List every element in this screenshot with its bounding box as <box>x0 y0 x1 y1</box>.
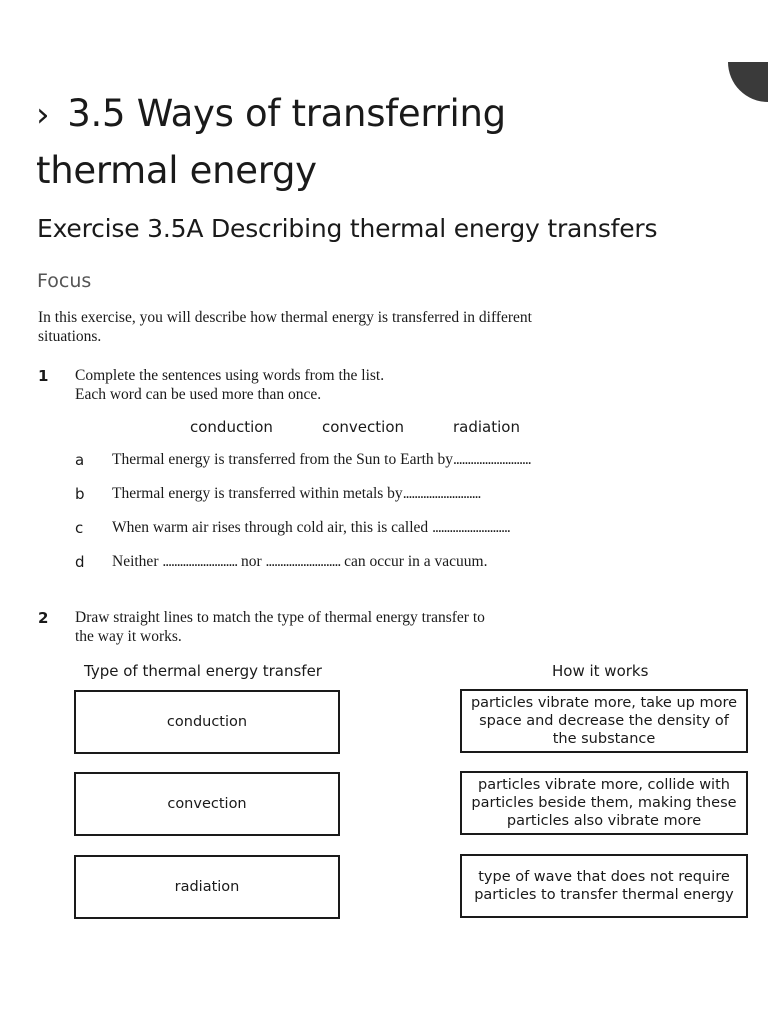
item-c-period: . <box>506 519 511 536</box>
title-line-2: thermal energy <box>36 149 317 192</box>
question-1-text <box>75 366 575 404</box>
chevron-right-icon: › <box>36 95 50 135</box>
how-box-1[interactable]: particles vibrate more, take up more space and decrease the density of the substance <box>460 689 748 753</box>
page-corner-tab <box>728 62 768 102</box>
focus-label: Focus <box>37 270 92 292</box>
item-b-letter: b <box>75 485 85 503</box>
item-a-letter: a <box>75 451 85 469</box>
item-c-letter: c <box>75 519 84 537</box>
word-conduction: conduction <box>190 418 273 436</box>
item-c-text <box>112 518 572 537</box>
question-1-number: 1 <box>38 367 49 385</box>
item-d-letter: d <box>75 553 85 571</box>
item-b-period: . <box>477 485 482 502</box>
how-box-2[interactable]: particles vibrate more, collide with particles beside them, making these particles also vibrate more <box>460 771 748 835</box>
right-column-heading: How it works <box>552 662 649 680</box>
left-column-heading: Type of thermal energy transfer <box>84 662 322 680</box>
item-d-blank-2[interactable]: .......................... <box>265 553 341 570</box>
question-2-line-1: Draw straight lines to match the type of thermal energy transfer to <box>75 609 485 626</box>
item-a-text <box>112 450 572 469</box>
question-1-line-2: Each word can be used more than once. <box>75 386 322 403</box>
item-d-ending: can occur in a vacuum. <box>344 553 488 570</box>
type-box-convection[interactable]: convection <box>74 772 340 836</box>
intro-text: In this exercise, you will describe how thermal energy is transferred in different situations. <box>38 309 532 345</box>
item-d-blank-1[interactable]: .......................... <box>162 553 238 570</box>
question-2-text <box>75 608 575 646</box>
item-b-sentence: Thermal energy is transferred within metals by <box>112 485 403 502</box>
item-c-sentence: When warm air rises through cold air, this is called <box>112 519 429 536</box>
item-a-period: . <box>527 451 532 468</box>
title-line-1: 3.5 Ways of transferring <box>67 92 506 135</box>
question-1-line-1: Complete the sentences using words from the list. <box>75 367 385 384</box>
item-b-text <box>112 484 572 503</box>
item-a-sentence: Thermal energy is transferred from the Sun to Earth by <box>112 451 454 468</box>
item-d-text <box>112 552 552 571</box>
item-c-blank[interactable]: .......................... <box>432 519 507 536</box>
how-box-3[interactable]: type of wave that does not require particles to transfer thermal energy <box>460 854 748 918</box>
question-2-number: 2 <box>38 609 49 627</box>
type-box-radiation[interactable]: radiation <box>74 855 340 919</box>
word-convection: convection <box>322 418 405 436</box>
page-title <box>36 86 506 199</box>
item-d-nor: nor <box>240 553 262 570</box>
item-b-blank[interactable]: .......................... <box>402 485 478 502</box>
type-box-conduction[interactable]: conduction <box>74 690 340 754</box>
exercise-title: Exercise 3.5A Describing thermal energy transfers <box>37 214 658 243</box>
item-a-blank[interactable]: .......................... <box>453 451 528 468</box>
item-d-neither: Neither <box>112 553 159 570</box>
question-2-line-2: the way it works. <box>75 628 182 645</box>
word-radiation: radiation <box>453 418 520 436</box>
